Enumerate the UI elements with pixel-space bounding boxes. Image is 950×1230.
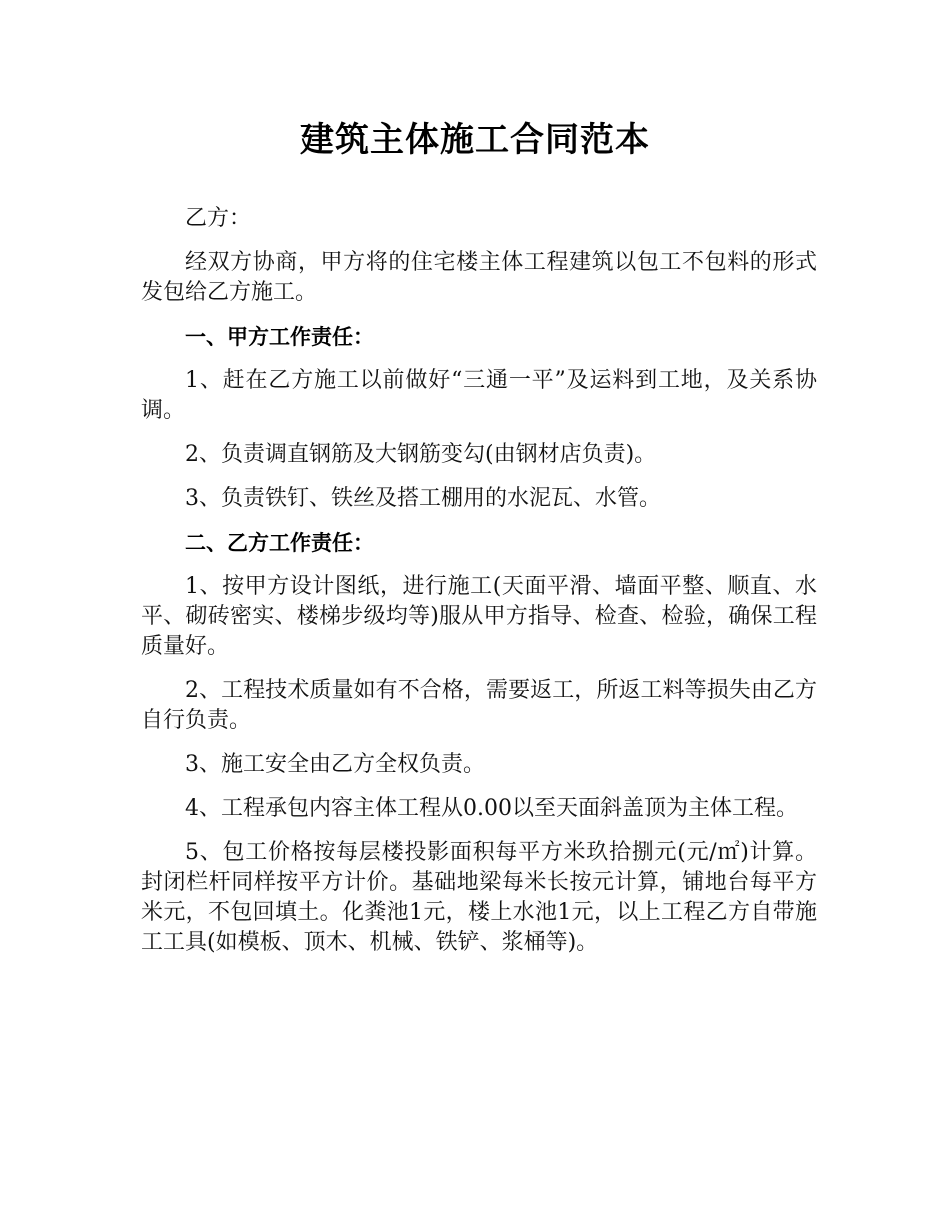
party-b-clause-2: 2、工程技术质量如有不合格，需要返工，所返工料等损失由乙方自行负责。 bbox=[141, 678, 817, 733]
document-body bbox=[141, 204, 817, 972]
party-b-clause-4: 4、工程承包内容主体工程从0.00以至天面斜盖顶为主体工程。 bbox=[185, 796, 798, 821]
section-heading-party-a: 一、甲方工作责任： bbox=[185, 325, 374, 349]
party-a-clause-2: 2、负责调直钢筋及大钢筋变勾(由钢材店负责)。 bbox=[185, 442, 657, 467]
party-b-clause-5: 5、包工价格按每层楼投影面积每平方米玖拾捌元(元/㎡)计算。封闭栏杆同样按平方计价。基础地梁每米长按元计算，铺地台每平方米元，不包回填土。化粪池1元，楼上水池1元，以上工程乙方自带施工工具(如模板、顶木、机械、铁铲、浆桶等)。 bbox=[141, 840, 817, 955]
party-b-clause-3: 3、施工安全由乙方全权负责。 bbox=[185, 752, 485, 777]
party-b-clause-1: 1、按甲方设计图纸，进行施工(天面平滑、墙面平整、顺直、水平、砌砖密实、楼梯步级均等)服从甲方指导、检查、检验，确保工程质量好。 bbox=[141, 574, 817, 659]
section-heading-party-b: 二、乙方工作责任： bbox=[185, 531, 374, 555]
intro-paragraph: 经双方协商，甲方将的住宅楼主体工程建筑以包工不包料的形式发包给乙方施工。 bbox=[141, 250, 817, 305]
party-a-clause-1: 1、赶在乙方施工以前做好“三通一平”及运料到工地，及关系协调。 bbox=[141, 368, 817, 423]
party-a-clause-3: 3、负责铁钉、铁丝及搭工棚用的水泥瓦、水管。 bbox=[185, 486, 661, 511]
party-b-label: 乙方： bbox=[185, 206, 252, 231]
document-title: 建筑主体施工合同范本 bbox=[300, 120, 650, 160]
